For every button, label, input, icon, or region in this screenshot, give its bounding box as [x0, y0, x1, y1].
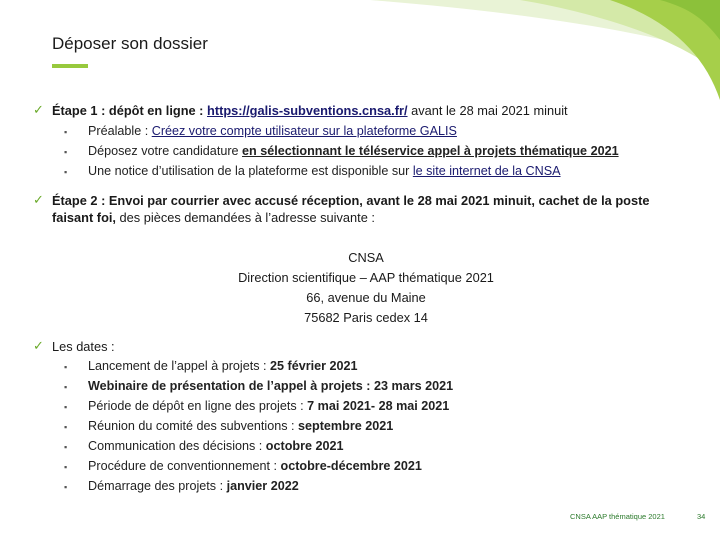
date-item-4: [88, 419, 393, 433]
step1-item-2: [88, 144, 619, 158]
date-value: 7 mai 2021- 28 mai 2021: [307, 399, 450, 413]
footer-label: CNSA AAP thématique 2021: [570, 512, 665, 521]
cnsa-site-link[interactable]: le site internet de la CNSA: [412, 164, 561, 178]
date-text: Procédure de conventionnement :: [88, 459, 281, 473]
date-value: janvier 2022: [226, 479, 299, 493]
date-item-1: [88, 359, 358, 373]
date-item-3: [88, 399, 449, 413]
teleservice-text: en sélectionnant le téléservice appel à projets thématique 2021: [242, 144, 619, 158]
create-account-link[interactable]: Créez votre compte utilisateur sur la plateforme GALIS: [151, 124, 457, 138]
bullet-icon: ▪: [64, 382, 68, 392]
date-text: Communication des décisions :: [88, 439, 266, 453]
check-icon: ✓: [33, 338, 44, 353]
step1-item-1: [88, 124, 457, 138]
step2-line-2: [52, 210, 375, 225]
step1-line: [52, 103, 568, 118]
bullet-icon: ▪: [64, 147, 68, 157]
date-item-5: [88, 439, 344, 453]
check-icon: ✓: [33, 192, 44, 207]
step2-bold: Étape 2 : Envoi par courrier avec accusé réception, avant le 28 mai 2021 minuit, cachet de la poste: [52, 193, 650, 208]
date-text: Réunion du comité des subventions :: [88, 419, 299, 433]
address-line-1: CNSA: [348, 250, 384, 265]
date-value: 25 février 2021: [270, 359, 358, 373]
step1-deadline: avant le 28 mai 2021 minuit: [411, 103, 568, 118]
galis-link[interactable]: https://galis-subventions.cnsa.fr/: [207, 103, 408, 118]
step2-line-1: [52, 193, 649, 208]
date-value: septembre 2021: [298, 419, 394, 433]
date-item-7: [88, 479, 299, 493]
item-prefix: Préalable :: [88, 124, 152, 138]
date-text: Période de dépôt en ligne des projets :: [88, 399, 308, 413]
dates-label: Les dates :: [52, 339, 115, 354]
date-value: octobre-décembre 2021: [280, 459, 422, 473]
date-text: Lancement de l’appel à projets :: [88, 359, 271, 373]
bullet-icon: ▪: [64, 167, 68, 177]
bullet-icon: ▪: [64, 362, 68, 372]
title-underline: [52, 64, 88, 68]
page-title: Déposer son dossier: [52, 34, 208, 53]
address-line-4: 75682 Paris cedex 14: [304, 310, 428, 325]
address-line-2: Direction scientifique – AAP thématique 2021: [238, 270, 494, 285]
bullet-icon: ▪: [64, 482, 68, 492]
bullet-icon: ▪: [64, 127, 68, 137]
date-item-2: [88, 379, 453, 393]
check-icon: ✓: [33, 102, 44, 117]
item-prefix: Une notice d’utilisation de la plateforme est disponible sur: [88, 164, 413, 178]
item-prefix: Déposez votre candidature: [88, 144, 243, 158]
address-line-3: 66, avenue du Maine: [306, 290, 426, 305]
date-value: octobre 2021: [265, 439, 344, 453]
page-number: 34: [697, 512, 706, 521]
step2-rest: des pièces demandées à l’adresse suivante :: [116, 210, 375, 225]
step1-item-3: [88, 164, 561, 178]
bullet-icon: ▪: [64, 422, 68, 432]
date-value: Webinaire de présentation de l’appel à projets : 23 mars 2021: [88, 379, 454, 393]
step2-bold-2: faisant foi,: [52, 210, 116, 225]
step1-label: Étape 1 : dépôt en ligne :: [52, 103, 204, 118]
date-text: Démarrage des projets :: [88, 479, 227, 493]
bullet-icon: ▪: [64, 462, 68, 472]
bullet-icon: ▪: [64, 402, 68, 412]
date-item-6: [88, 459, 422, 473]
bullet-icon: ▪: [64, 442, 68, 452]
